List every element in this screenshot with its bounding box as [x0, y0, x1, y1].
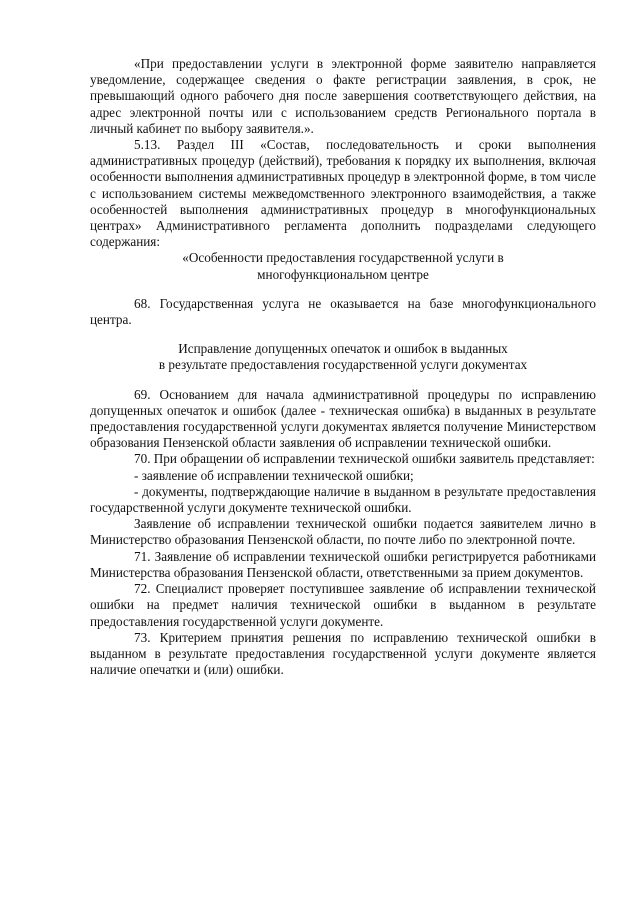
paragraph-71: 71. Заявление об исправлении технической ошибки регистрируется работниками Министерства образования Пензенской области, ответственными за прием документов. [90, 548, 596, 580]
paragraph-70-item-documents: - документы, подтверждающие наличие в выданном в результате предоставления государственной услуги документе технической ошибки. [90, 483, 596, 516]
spacer [90, 283, 596, 296]
section-heading-corrections-line2: в результате предоставления государственной услуги документах [158, 357, 528, 373]
paragraph-73: 73. Критерием принятия решения по исправлению технической ошибки в выданном в результате предоставления государственной услуги документе является наличие опечатки и (или) ошибки. [90, 629, 596, 678]
paragraph-70: 70. При обращении об исправлении технической ошибки заявитель представляет: [134, 451, 595, 467]
paragraph-notification: «При предоставлении услуги в электронной форме заявителю направляется уведомление, содержащее сведения о факте регистрации заявления, в срок, не превышающий одного рабочего дня после завершения соответствующего действия, на адрес электронной почты или с использованием средств Регионального портала в личный кабинет по выбору заявителя.». [90, 56, 596, 136]
paragraph-5-13: 5.13. Раздел III «Состав, последовательность и сроки выполнения административных процедур (действий), требования к порядку их выполнения, включая особенности выполнения административных процедур в электронной форме, в том числе с использованием системы межведомственного электронного взаимодействия, а также особенностей выполнения административных процедур в многофункциональных центрах» Административного регламента дополнить подразделами следующего содержания: [90, 137, 596, 250]
spacer [90, 328, 596, 341]
paragraph-70-submission: Заявление об исправлении технической ошибки подается заявителем лично в Министерство образования Пензенской области, по почте либо по электронной почте. [90, 516, 596, 548]
section-heading-mfc-line1: «Особенности предоставления государственной услуги в [182, 250, 504, 266]
paragraph-69: 69. Основанием для начала административной процедуры по исправлению допущенных опечаток и ошибок (далее - техническая ошибка) в выданных в результате предоставления государственной услуги документах является получение Министерством образования Пензенской области заявления об исправлении технической ошибки. [90, 386, 596, 451]
paragraph-68: 68. Государственная услуга не оказывается на базе многофункционального центра. [90, 295, 596, 328]
spacer [90, 374, 596, 387]
section-heading-corrections-line1: Исправление допущенных опечаток и ошибок в выданных [178, 341, 508, 357]
section-heading-mfc-line2: многофункциональном центре [257, 266, 429, 282]
paragraph-70-item-application: - заявление об исправлении технической ошибки; [134, 467, 414, 483]
paragraph-72: 72. Специалист проверяет поступившее заявление об исправлении технической ошибки на предмет наличия технической ошибки в выданном в результате предоставления государственной услуги документе. [90, 581, 596, 629]
